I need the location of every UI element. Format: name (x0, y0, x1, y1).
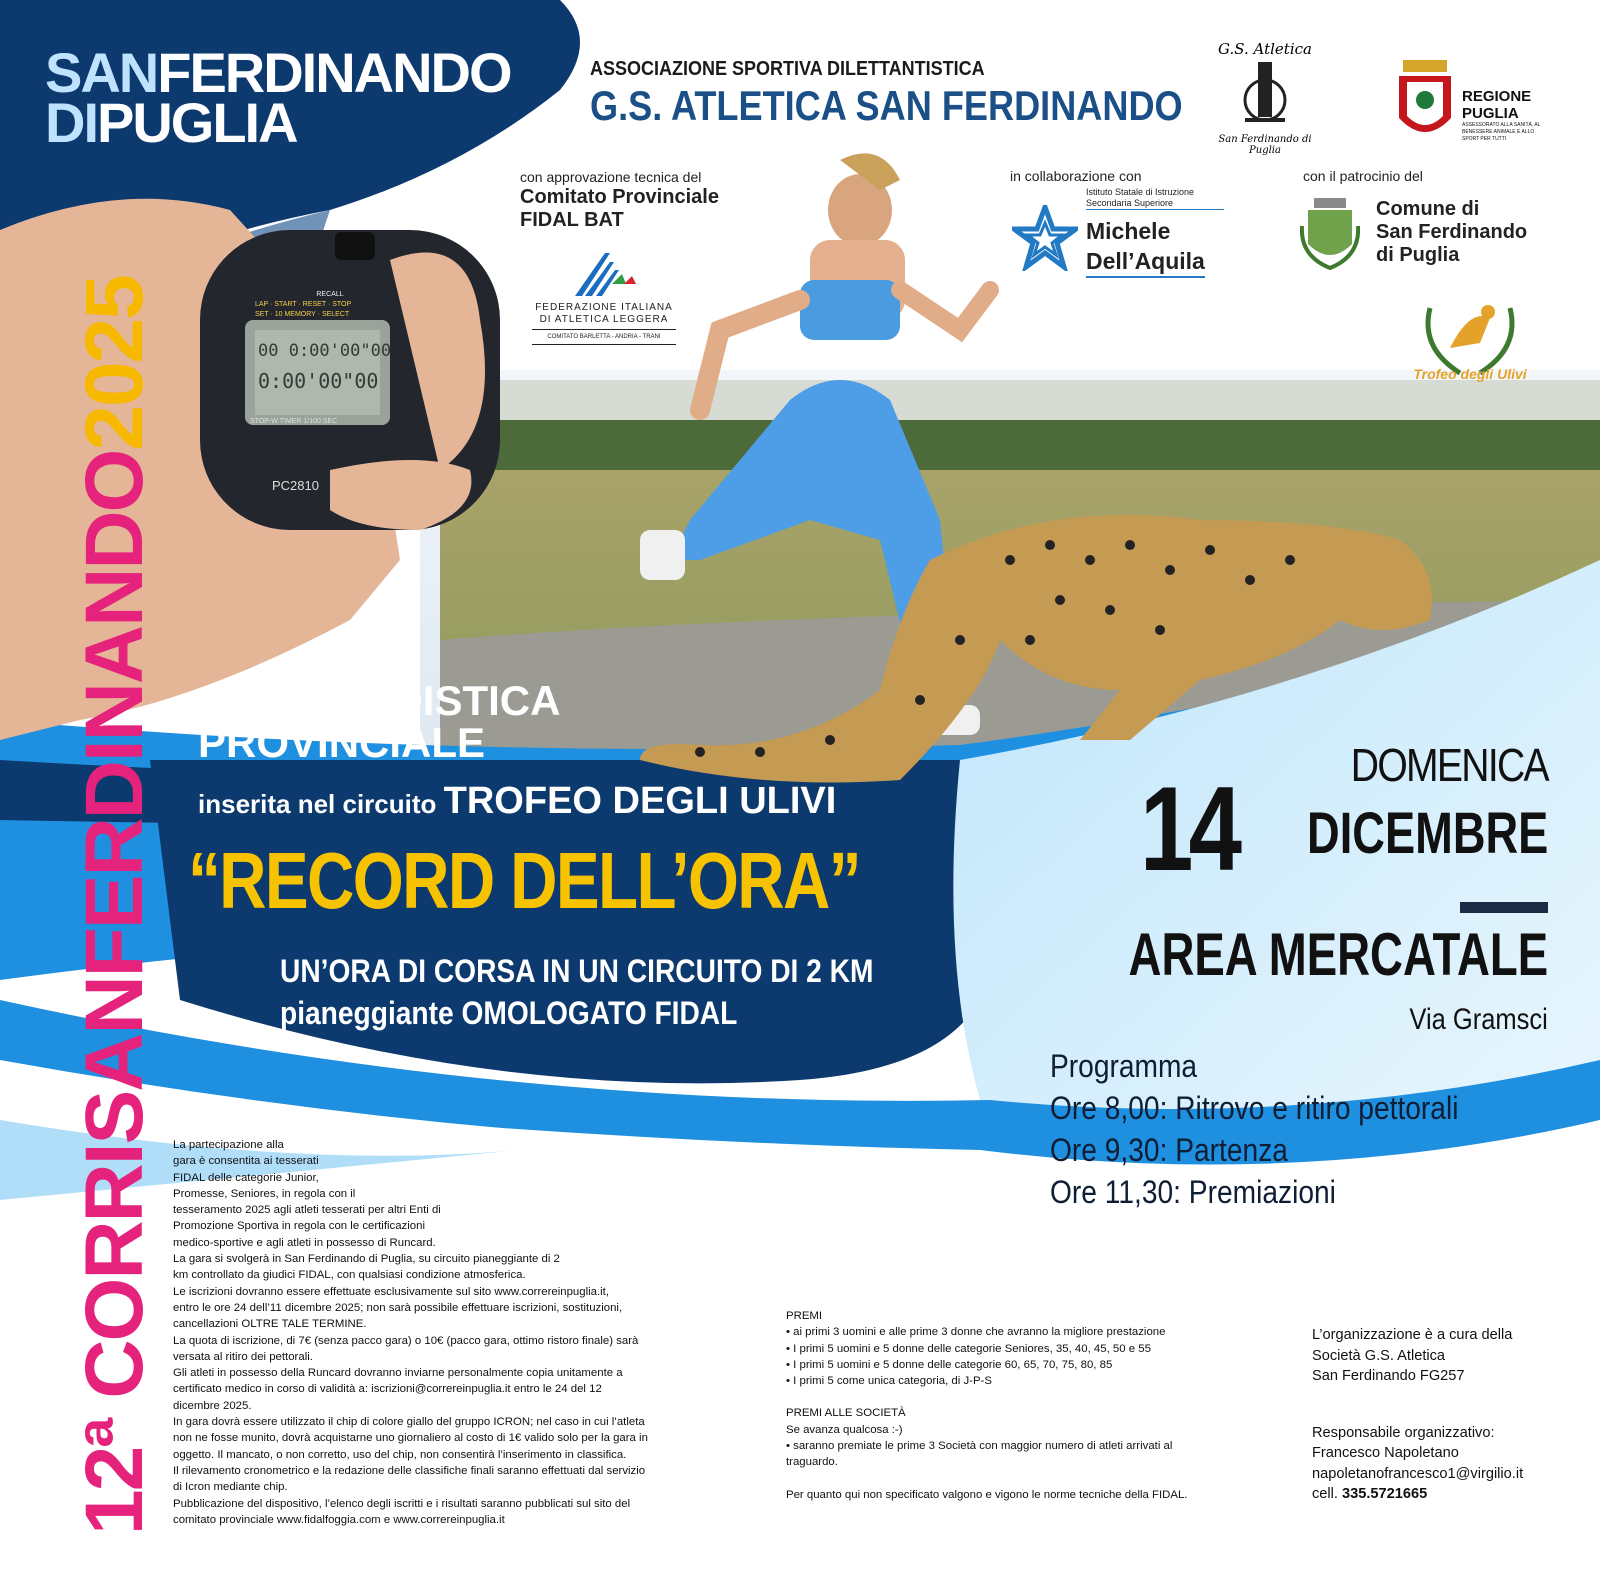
org-cell: 335.5721665 (1342, 1486, 1428, 1502)
rules-line: tesseramento 2025 agli atleti tesserati per altri Enti di (173, 1204, 441, 1217)
org-email: napoletanofrancesco1@virgilio.it (1312, 1465, 1524, 1482)
rules-line: Gli atleti in possesso della Runcard dovranno inviarne personalmente copia unitamente a (173, 1367, 623, 1380)
race-desc-line2a: pianeggiante (280, 995, 454, 1031)
place-street: Via Gramsci (1409, 1003, 1548, 1036)
org-resp-title: Responsabile organizzativo: (1312, 1424, 1495, 1441)
gara-title (198, 677, 561, 766)
rules-line: entro le ore 24 dell’11 dicembre 2025; non sarà possibile effettuare iscrizioni, sostituzioni, (173, 1301, 623, 1314)
rules-line: Le iscrizioni dovranno essere effettuate esclusivamente sul sito www.correreinpuglia.it, (173, 1285, 610, 1298)
gs-logo-top: G.S. Atletica (1218, 40, 1312, 58)
vertical-title-a: 12ª CORRISAN (69, 977, 160, 1535)
stopwatch-recall: RECALL (316, 291, 344, 298)
rules-line: Promozione Sportiva in regola con le certificazioni (173, 1220, 425, 1233)
date-divider (1460, 902, 1548, 913)
stopwatch-reset: RESET (302, 301, 326, 308)
regione-crest-icon (1395, 58, 1455, 146)
gs-atletica-logo (1210, 40, 1320, 156)
org-resp-name: Francesco Napoletano (1312, 1445, 1459, 1461)
stopwatch-model: PC2810 (272, 478, 319, 493)
premi-item: • ai primi 3 uomini e alle prime 3 donne che avranno la migliore prestazione (786, 1326, 1166, 1339)
premi-societa-title: PREMI ALLE SOCIETÀ (786, 1407, 906, 1420)
regione-puglia-label (1462, 88, 1552, 143)
rules-line: comitato provinciale www.fidalfoggia.com e www.correreinpuglia.it (173, 1513, 505, 1526)
stopwatch-lap: LAP (255, 301, 269, 308)
vertical-title-c: 2025 (69, 276, 160, 451)
city-title (45, 41, 511, 154)
rules-line: dicembre 2025. (173, 1399, 252, 1412)
premi-item: • I primi 5 uomini e 5 donne delle categorie Seniores, 35, 40, 45, 50 e 55 (786, 1342, 1151, 1355)
rules-line: Promesse, Seniores, in regola con il (173, 1187, 356, 1200)
record-title: “RECORD DELL’ORA” (188, 836, 860, 925)
programma-item: Ore 11,30: Premiazioni (1050, 1174, 1336, 1210)
school-name (1086, 216, 1205, 278)
stopwatch-digits-2: 0:00'00"00 (258, 369, 379, 393)
stopwatch-stop: STOP (332, 301, 352, 308)
stopwatch-labels: RECALL LAP · START · RESET · STOP SET · 10 MEMORY · SELECT (255, 290, 405, 320)
organizzazione (1312, 1325, 1523, 1505)
fidal-logo-text (532, 302, 676, 345)
premi-societa-item: traguardo. (786, 1456, 838, 1469)
regione-line1: REGIONE (1462, 88, 1532, 105)
place-name: AREA MERCATALE (1128, 921, 1548, 988)
stopwatch-memory: 10 MEMORY (274, 311, 316, 318)
approval-intro: con approvazione tecnica del (520, 169, 702, 185)
premi-item: • I primi 5 uomini e 5 donne delle categorie 60, 65, 70, 75, 80, 85 (786, 1358, 1113, 1371)
date-number: 14 (1140, 762, 1238, 896)
city-line1-a: SAN (45, 41, 158, 104)
stopwatch-select: SELECT (321, 311, 350, 318)
stopwatch-digits-1: 00 0:00'00"00 (258, 341, 392, 361)
stopwatch-set: SET (255, 311, 269, 318)
programma (1050, 1045, 1458, 1213)
date-month: DICEMBRE (1306, 801, 1548, 866)
school-name2: Dell’Aquila (1086, 246, 1205, 278)
city-line2-a: DI (45, 91, 97, 154)
trofeo-logo-label: Trofeo degli Ulivi (1413, 366, 1527, 382)
rules-line: La partecipazione alla (173, 1139, 284, 1151)
org-line: L’organizzazione è a cura della (1312, 1327, 1513, 1343)
premi-item: • I primi 5 come unica categoria, di J-P-S (786, 1375, 992, 1388)
city-line2-b: PUGLIA (97, 91, 297, 154)
rules-line: di Icron mediante chip. (173, 1481, 288, 1494)
programma-item: Ore 9,30: Partenza (1050, 1132, 1288, 1168)
programma-title: Programma (1050, 1048, 1198, 1084)
school-name1: Michele (1086, 218, 1171, 244)
rules-line: gara è consentita ai tesserati (173, 1155, 319, 1168)
gara-line1: GARA PODISTICA (198, 677, 561, 724)
race-description (280, 950, 873, 1034)
rules-text (173, 1137, 743, 1528)
comune-line3: di Puglia (1376, 244, 1460, 266)
premi-societa-item: • saranno premiate le prime 3 Società con maggior numero di atleti arrivati al (786, 1440, 1173, 1453)
comune-line2: San Ferdinando (1376, 221, 1528, 243)
race-desc-line2b: OMOLOGATO FIDAL (461, 995, 738, 1031)
regione-sub: ASSESSORATO ALLA SANITÀ, AL BENESSERE ANIMALE E ALLO SPORT PER TUTTI (1462, 122, 1541, 142)
approval-comitato (520, 186, 719, 232)
comune-line1: Comune di (1376, 198, 1480, 220)
rules-line: oggetto. Il mancato, o non corretto, uso del chip, non consentirà l’inserimento in classifica. (173, 1448, 627, 1461)
rules-line: cancellazioni OLTRE TALE TERMINE. (173, 1318, 367, 1331)
school-line2: Secondaria Superiore (1086, 198, 1174, 208)
premi-title: PREMI (786, 1310, 823, 1322)
fidal-logo-icon (570, 248, 650, 303)
fidal-line1: FEDERAZIONE ITALIANA (535, 302, 673, 313)
association-name: G.S. ATLETICA SAN FERDINANDO (590, 82, 1183, 129)
programma-item: Ore 8,00: Ritrovo e ritiro pettorali (1050, 1090, 1459, 1126)
comune-name (1376, 198, 1527, 267)
city-line1-b: FERDINANDO (157, 41, 511, 104)
gs-logo-bottom: San Ferdinando di Puglia (1218, 134, 1312, 156)
vertical-event-title (70, 276, 160, 1535)
michele-aquila-star-icon (1012, 205, 1078, 276)
gara-line2: PROVINCIALE (198, 719, 486, 766)
rules-line: In gara dovrà essere utilizzato il chip di colore giallo del gruppo ICRON; nel caso in cui l’atleta (173, 1416, 645, 1429)
patrocinio-intro: con il patrocinio del (1303, 168, 1423, 184)
org-line: San Ferdinando FG257 (1312, 1368, 1465, 1384)
stopwatch-display (258, 336, 391, 396)
circuit-name: TROFEO DEGLI ULIVI (443, 780, 837, 822)
school-label (1086, 187, 1224, 210)
approval-line1: Comitato Provinciale (520, 186, 719, 208)
stopwatch-bottom-label: STOP-W TIMER 1/100 SEC (250, 418, 338, 425)
org-cell-label: cell. (1312, 1486, 1338, 1502)
collab-intro: in collaborazione con (1010, 168, 1142, 184)
comune-crest-icon (1300, 196, 1360, 276)
fidal-line2: DI ATLETICA LEGGERA (539, 314, 669, 325)
rules-line: La quota di iscrizione, di 7€ (senza pacco gara) o 10€ (pacco gara, ottimo ristoro finale) sarà (173, 1334, 639, 1347)
circuit-intro: inserita nel circuito (198, 789, 437, 819)
regione-line2: PUGLIA (1462, 105, 1519, 122)
trofeo-ulivi-logo (1410, 288, 1530, 388)
stopwatch-start: START (274, 301, 297, 308)
regione-puglia-crest (1395, 58, 1455, 146)
rules-line: FIDAL delle categorie Junior, (173, 1171, 319, 1184)
rules-line: Pubblicazione del dispositivo, l’elenco degli iscritti e i risultati saranno pubblicati sul sito del (173, 1497, 631, 1510)
vertical-title-b: FERDINANDO (69, 450, 160, 978)
race-desc-line1: UN’ORA DI CORSA IN UN CIRCUITO DI 2 KM (280, 953, 874, 989)
rules-line: versata al ritiro dei pettorali. (173, 1350, 313, 1363)
rules-line: km controllato da giudici FIDAL, con qualsiasi condizione atmosferica. (173, 1269, 526, 1282)
association-label: ASSOCIAZIONE SPORTIVA DILETTANTISTICA (590, 58, 985, 80)
approval-line2: FIDAL BAT (520, 209, 624, 231)
rules-line: non ne fosse munito, dovrà acquistarne uno giornaliero al costo di 1€ valido solo per la gara in (173, 1432, 648, 1445)
fidal-line3: COMITATO BARLETTA - ANDRIA - TRANI (532, 329, 676, 345)
premi-note: Per quanto qui non specificato valgono e vigono le norme tecniche della FIDAL. (786, 1488, 1188, 1501)
circuit-line (198, 780, 836, 823)
school-line1: Istituto Statale di Istruzione (1086, 187, 1195, 197)
rules-line: Il rilevamento cronometrico e la redazione delle classifiche finali saranno effettuati dal servizio (173, 1464, 646, 1477)
date-day: DOMENICA (1350, 739, 1548, 791)
rules-line: medico-sportive e agli atleti in possesso di Runcard. (173, 1236, 436, 1249)
premi-societa-sub: Se avanza qualcosa :-) (786, 1423, 903, 1436)
org-line: Società G.S. Atletica (1312, 1347, 1446, 1364)
rules-line: La gara si svolgerà in San Ferdinando di Puglia, su circuito pianeggiante di 2 (173, 1253, 560, 1266)
premi-section (786, 1308, 1276, 1503)
rules-line: certificato medico in corso di validità a: iscrizioni@correreinpuglia.it entro le 24 del 12 (173, 1383, 602, 1396)
